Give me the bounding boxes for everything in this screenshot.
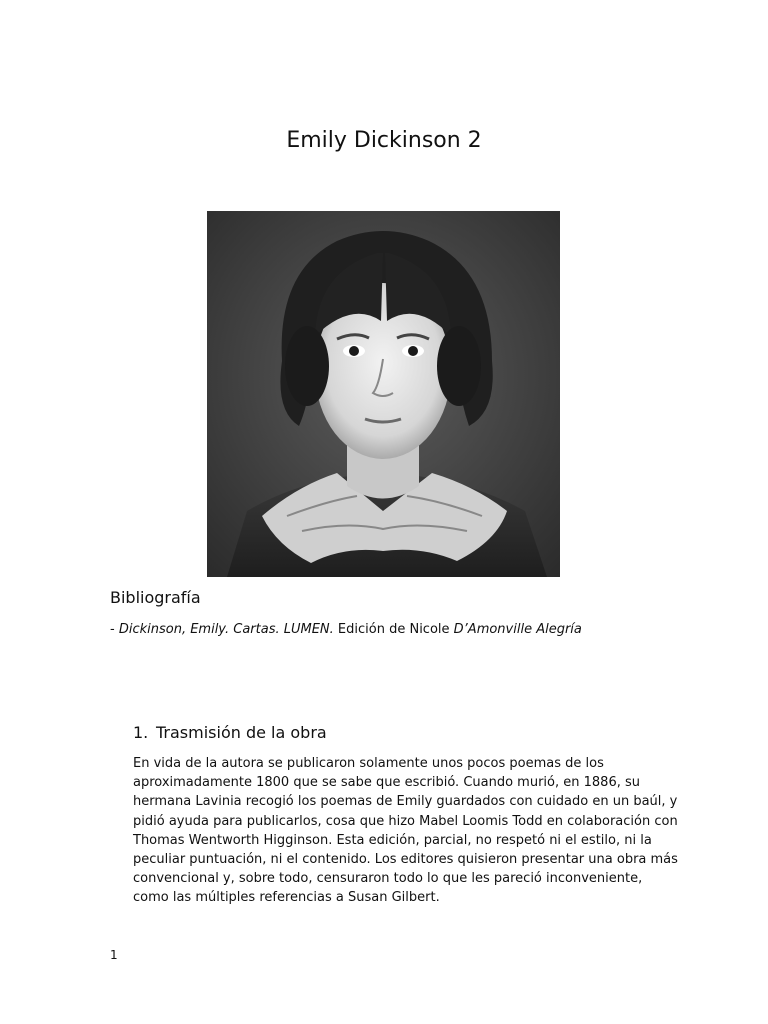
bibliography-dash: - xyxy=(110,622,119,637)
body-line: En vida de la autora se publicaron solamente unos pocos poemas de los xyxy=(133,756,604,771)
bibliography-author-title: Dickinson, Emily. Cartas. LUMEN. xyxy=(118,622,334,637)
section-number: 1. xyxy=(133,723,149,742)
bibliography-entry xyxy=(110,622,582,637)
body-line: hermana Lavinia recogió los poemas de Emily guardados con cuidado en un baúl, y xyxy=(133,794,678,810)
body-line: peculiar puntuación, ni el contenido. Los editores quisieron presentar una obra más xyxy=(133,852,678,868)
body-line: Thomas Wentworth Higginson. Esta edición, parcial, no respetó ni el estilo, ni la xyxy=(133,832,652,848)
bibliography-heading: Bibliografía xyxy=(110,588,201,607)
portrait-image xyxy=(207,211,560,577)
section-heading xyxy=(133,723,327,742)
page-number: 1 xyxy=(110,948,118,962)
body-line: aproximadamente 1800 que se sabe que escribió. Cuando murió, en 1886, su xyxy=(133,775,640,791)
section-body xyxy=(133,754,678,908)
body-line: pidió ayuda para publicarlos, cosa que hizo Mabel Loomis Todd en colaboración con xyxy=(133,813,678,829)
body-line: como las múltiples referencias a Susan Gilbert. xyxy=(133,890,440,906)
document-title: Emily Dickinson 2 xyxy=(286,128,482,153)
body-line: convencional y, sobre todo, censuraron todo lo que les pareció inconveniente, xyxy=(133,871,643,887)
bibliography-edition: Edición de Nicole xyxy=(333,622,454,637)
section-title: Trasmisión de la obra xyxy=(156,723,327,742)
bibliography-editor-name: D’Amonville Alegría xyxy=(453,622,582,637)
